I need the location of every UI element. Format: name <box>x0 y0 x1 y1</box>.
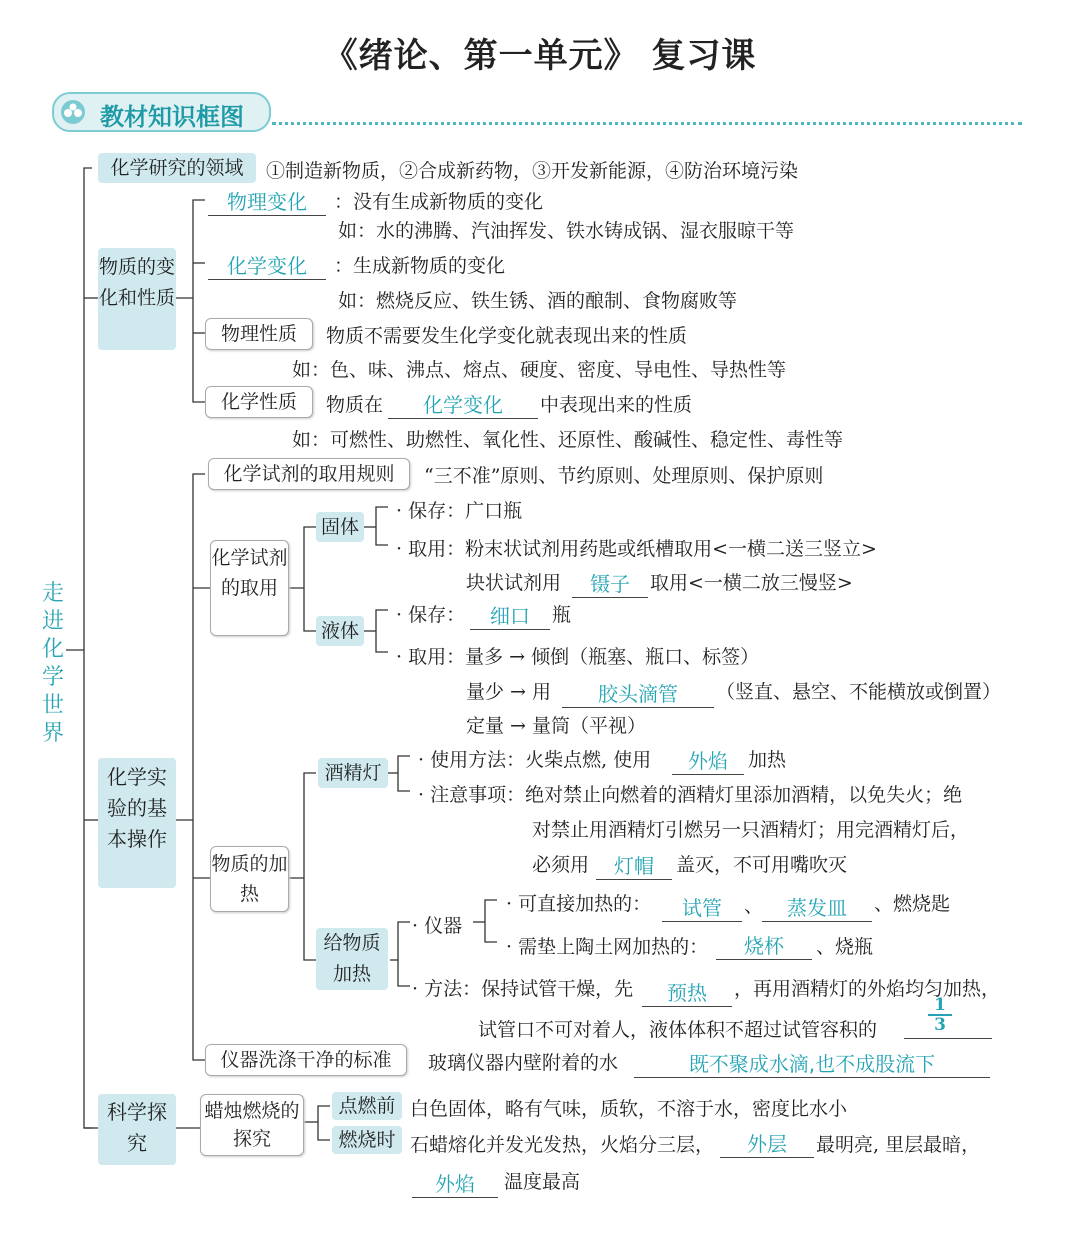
heat-direct-post: 、燃烧匙 <box>874 893 951 915</box>
answer-test-tube: 试管 <box>662 892 742 922</box>
solid-store: · 保存：广口瓶 <box>396 500 523 522</box>
answer-fraction <box>904 996 992 1039</box>
lamp-note-3-post: 盖灭，不可用嘴吹灭 <box>676 854 848 876</box>
answer-physical-change: 物理变化 <box>208 186 326 216</box>
liquid-store-pre: · 保存： <box>396 604 466 626</box>
chemical-property-post: 中表现出来的性质 <box>540 394 693 416</box>
liquid-take-2-pre: 量少 → 用 <box>466 681 551 703</box>
chemical-change-def: ：生成新物质的变化 <box>334 255 506 277</box>
liquid-take-1: · 取用：量多 → 倾倒（瓶塞、瓶口、标签） <box>396 646 760 668</box>
node-wash-standard: 仪器洗涤干净的标准 <box>205 1044 407 1076</box>
node-changes-properties: 物质的变化和性质 <box>98 248 176 350</box>
section-label: 教材知识框图 <box>100 103 244 131</box>
liquid-store-post: 瓶 <box>552 604 572 626</box>
physical-property-example: 如：色、味、沸点、熔点、硬度、密度、导电性、导热性等 <box>292 359 787 381</box>
solid-take-1: · 取用：粉末状试剂用药匙或纸槽取用<一横二送三竖立> <box>396 538 877 560</box>
answer-dropper: 胶头滴管 <box>562 678 714 708</box>
answer-evaporating-dish: 蒸发皿 <box>762 892 872 922</box>
section-divider <box>272 122 1022 125</box>
node-scientific-inquiry: 科学探究 <box>98 1094 176 1165</box>
node-alcohol-lamp: 酒精灯 <box>318 758 388 788</box>
heat-net-pre: · 需垫上陶土网加热的： <box>506 936 709 958</box>
heat-method-post: ，再用酒精灯的外焰均匀加热， <box>734 978 1001 1000</box>
burning-pre: 石蜡熔化并发光发热，火焰分三层， <box>410 1134 715 1156</box>
answer-wash-standard: 既不聚成水滴,也不成股流下 <box>634 1048 990 1078</box>
node-chemical-property: 化学性质 <box>205 386 313 418</box>
lamp-use-pre: · 使用方法：火柴点燃, 使用 <box>418 749 652 771</box>
heat-method-pre: · 方法：保持试管干燥，先 <box>412 978 634 1000</box>
molecule-icon <box>60 99 86 125</box>
chemical-change-example: 如：燃烧反应、铁生锈、酒的酿制、食物腐败等 <box>338 290 738 312</box>
node-physical-property: 物理性质 <box>205 318 313 350</box>
lamp-note-1: · 注意事项：绝对禁止向燃着的酒精灯里添加酒精，以免失火；绝 <box>418 784 963 806</box>
liquid-take-2-post: （竖直、悬空、不能横放或倒置） <box>716 681 1002 703</box>
node-liquid: 液体 <box>316 616 364 646</box>
node-basic-operations: 化学实验的基本操作 <box>98 758 176 888</box>
physical-property-def: 物质不需要发生化学变化就表现出来的性质 <box>326 325 688 347</box>
answer-outer-layer: 外层 <box>720 1128 814 1158</box>
answer-narrow-mouth: 细口 <box>470 600 550 630</box>
burning-post: 最明亮, 里层最暗， <box>816 1134 981 1156</box>
heat-direct-pre: · 可直接加热的： <box>506 893 652 915</box>
fraction-numerator: 1 <box>928 996 952 1016</box>
heat-method-2: 试管口不可对着人，液体体积不超过试管容积的 <box>478 1019 878 1041</box>
research-field-text: ①制造新物质，②合成新药物，③开发新能源，④防治环境污染 <box>266 160 799 182</box>
node-heating: 物质的加热 <box>210 846 289 912</box>
answer-outer-flame-2: 外焰 <box>412 1168 498 1198</box>
solid-take-2-pre: 块状试剂用 <box>466 572 562 594</box>
page-title: 《绪论、第一单元》 复习课 <box>323 36 757 76</box>
answer-outer-flame: 外焰 <box>672 745 744 775</box>
lamp-note-3-pre: 必须用 <box>532 854 590 876</box>
answer-chemical-change: 化学变化 <box>208 250 326 280</box>
lamp-use-post: 加热 <box>748 749 787 771</box>
heat-net-post: 、烧瓶 <box>816 936 874 958</box>
chemical-property-pre: 物质在 <box>326 394 384 416</box>
node-reagent-rules: 化学试剂的取用规则 <box>208 458 410 490</box>
node-solid: 固体 <box>316 512 364 542</box>
node-burning: 燃烧时 <box>332 1126 402 1154</box>
answer-lamp-cap: 灯帽 <box>596 850 672 880</box>
answer-tweezers: 镊子 <box>572 568 648 598</box>
physical-change-def: ：没有生成新物质的变化 <box>334 191 544 213</box>
solid-take-2-post: 取用<一横二放三慢竖> <box>650 572 853 594</box>
liquid-take-3: 定量 → 量筒（平视） <box>466 715 646 737</box>
answer-preheat: 预热 <box>642 977 732 1007</box>
burning-post-2: 温度最高 <box>504 1171 581 1193</box>
fraction-denominator: 3 <box>934 1015 946 1035</box>
physical-change-example: 如：水的沸腾、汽油挥发、铁水铸成锅、湿衣服晾干等 <box>338 220 795 242</box>
heat-instrument: · 仪器 <box>412 915 463 937</box>
heat-direct-sep: 、 <box>744 895 764 917</box>
node-research-field: 化学研究的领域 <box>98 153 256 183</box>
answer-beaker: 烧杯 <box>716 930 812 960</box>
root-node: 走进化学世界 <box>41 581 64 746</box>
before-lit-text: 白色固体，略有气味，质软，不溶于水，密度比水小 <box>410 1098 848 1120</box>
node-candle-inquiry: 蜡烛燃烧的探究 <box>200 1094 304 1156</box>
chemical-property-example: 如：可燃性、助燃性、氧化性、还原性、酸碱性、稳定性、毒性等 <box>292 429 844 451</box>
reagent-rules-text: “三不准”原则、节约原则、处理原则、保护原则 <box>424 465 824 487</box>
node-heat-substance: 给物质加热 <box>316 928 388 990</box>
lamp-note-2: 对禁止用酒精灯引燃另一只酒精灯；用完酒精灯后， <box>532 819 970 841</box>
answer-chemical-property: 化学变化 <box>388 389 538 419</box>
node-before-lit: 点燃前 <box>332 1092 402 1120</box>
section-tag <box>52 92 271 132</box>
node-reagent-taking: 化学试剂的取用 <box>210 540 289 636</box>
wash-pre: 玻璃仪器内壁附着的水 <box>428 1052 619 1074</box>
